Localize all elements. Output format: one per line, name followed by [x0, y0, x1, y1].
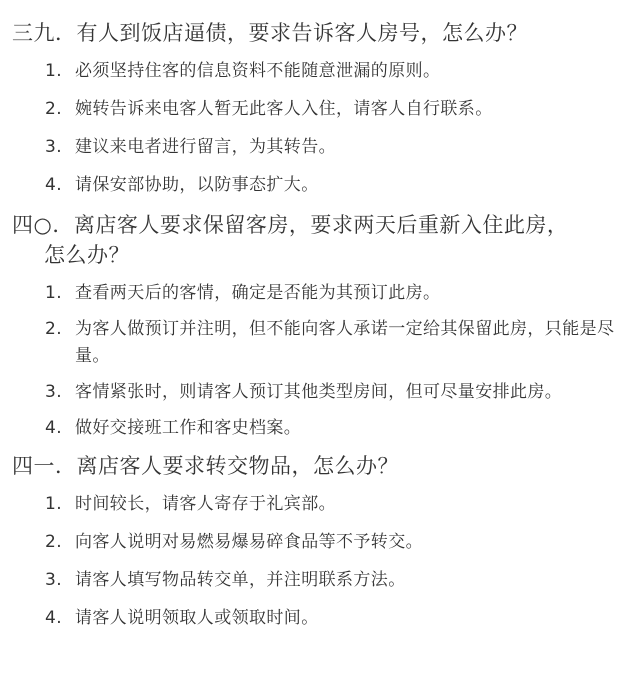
list-item	[0, 134, 640, 161]
list-item	[0, 58, 640, 85]
list-item	[0, 491, 640, 518]
list-item	[0, 415, 640, 442]
answer-list	[0, 280, 640, 442]
item-text: 查看两天后的客情，确定是否能为其预订此房。	[75, 283, 441, 303]
question-heading	[0, 451, 640, 481]
list-item	[0, 379, 640, 406]
item-text: 为客人做预订并注明，但不能向客人承诺一定给其保留此房，只能是尽量。	[75, 319, 615, 366]
faq-section-40	[0, 210, 640, 442]
item-number: 2.	[45, 99, 63, 119]
item-number: 4.	[45, 608, 63, 628]
answer-list	[0, 58, 640, 199]
question-heading	[0, 210, 640, 270]
faq-section-39	[0, 18, 640, 199]
list-item	[0, 280, 640, 307]
item-text: 请客人填写物品转交单，并注明联系方法。	[75, 570, 406, 590]
item-number: 2.	[45, 319, 63, 339]
item-number: 3.	[45, 382, 63, 402]
item-text: 时间较长，请客人寄存于礼宾部。	[75, 494, 336, 514]
item-number: 1.	[45, 494, 63, 514]
question-number: 四一．	[12, 454, 77, 478]
item-number: 2.	[45, 532, 63, 552]
item-text: 建议来电者进行留言，为其转告。	[75, 137, 336, 157]
list-item	[0, 529, 640, 556]
faq-section-41	[0, 451, 640, 632]
list-item	[0, 172, 640, 199]
item-number: 3.	[45, 570, 63, 590]
list-item	[0, 605, 640, 632]
item-number: 1.	[45, 61, 63, 81]
list-item	[0, 316, 640, 370]
item-text: 向客人说明对易燃易爆易碎食品等不予转交。	[75, 532, 423, 552]
question-text: 离店客人要求保留客房，要求两天后重新入住此房，	[73, 213, 569, 237]
item-number: 1.	[45, 283, 63, 303]
list-item	[0, 96, 640, 123]
item-text: 必须坚持住客的信息资料不能随意泄漏的原则。	[75, 61, 441, 81]
question-number: 四○．	[12, 213, 74, 237]
question-text: 有人到饭店逼债，要求告诉客人房号，怎么办？	[76, 21, 528, 45]
item-text: 做好交接班工作和客史档案。	[75, 418, 302, 438]
item-number: 4.	[45, 418, 63, 438]
item-number: 4.	[45, 175, 63, 195]
answer-list	[0, 491, 640, 632]
question-heading	[0, 18, 640, 48]
item-text: 婉转告诉来电客人暂无此客人入住，请客人自行联系。	[75, 99, 493, 119]
item-text: 客情紧张时，则请客人预订其他类型房间，但可尽量安排此房。	[75, 382, 563, 402]
item-text: 请保安部协助，以防事态扩大。	[75, 175, 319, 195]
item-number: 3.	[45, 137, 63, 157]
list-item	[0, 567, 640, 594]
item-text: 请客人说明领取人或领取时间。	[75, 608, 319, 628]
question-number: 三九．	[12, 21, 77, 45]
question-text-continued: 怎么办？	[44, 243, 130, 267]
question-text: 离店客人要求转交物品，怎么办？	[76, 454, 399, 478]
